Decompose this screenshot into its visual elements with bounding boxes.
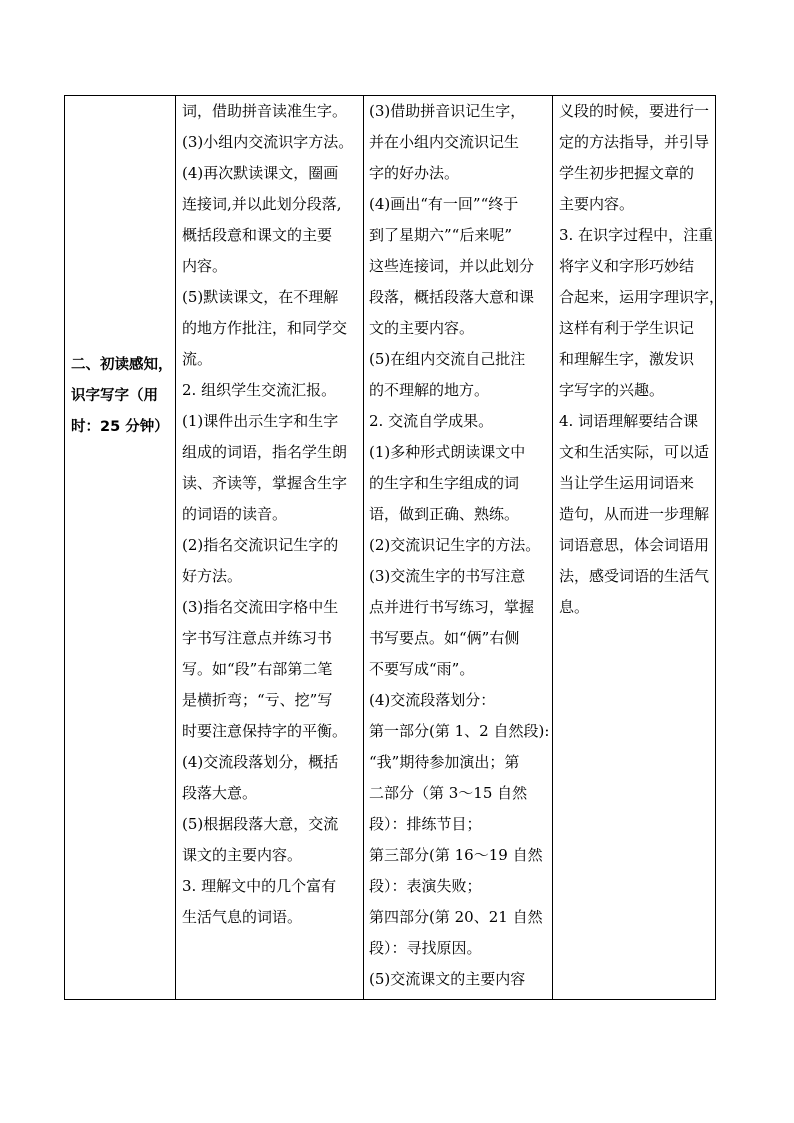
text-line: 段）：排练节目； <box>369 815 482 833</box>
text-line: 字书写注意点并练习书 <box>182 629 333 647</box>
text-line: (3)小组内交流识字方法。 <box>182 133 354 151</box>
text-line: 读、齐读等，掌握含生字 <box>182 474 348 492</box>
text-line: 定的方法指导，并引导 <box>559 133 710 151</box>
text-line: 第三部分(第 16～19 自然 <box>369 846 543 864</box>
text-line: 时：25 分钟） <box>71 419 169 435</box>
text-line: 段）：表演失败； <box>369 877 482 895</box>
design-intent-cell <box>559 96 725 623</box>
text-line: 二、初读感知， <box>71 357 173 373</box>
text-line: 2. 交流自学成果。 <box>369 412 494 430</box>
text-line: (5)默读课文，在不理解 <box>182 288 339 306</box>
text-line: 3. 在识字过程中，注重 <box>559 226 714 244</box>
text-line: 法，感受词语的生活气 <box>559 567 710 585</box>
text-line: 的生字和生字组成的词 <box>369 474 520 492</box>
text-line: 课文的主要内容。 <box>182 846 303 864</box>
teacher-activity-cell <box>182 96 362 933</box>
text-line: 内容。 <box>182 257 228 275</box>
text-line: 4. 词语理解要结合课 <box>559 412 699 430</box>
text-line: 这些连接词，并以此划分 <box>369 257 535 275</box>
text-line: 不要写成“雨”。 <box>369 660 475 678</box>
text-line: 造句，从而进一步理解 <box>559 505 710 523</box>
text-line: (4)交流段落划分： <box>369 691 496 709</box>
text-line: 词，借助拼音读准生字。 <box>182 102 348 120</box>
text-line: (4)画出“有一回”“终于 <box>369 195 519 213</box>
text-line: 书写要点。如“俩”右侧 <box>369 629 520 647</box>
text-line: (5)交流课文的主要内容 <box>369 970 526 988</box>
text-line: 第四部分(第 20、21 自然 <box>369 908 543 926</box>
text-line: 好方法。 <box>182 567 243 585</box>
text-line: 到了星期六”“后来呢” <box>369 226 513 244</box>
text-line: 写。如“段”右部第二笔 <box>182 660 333 678</box>
text-line: (3)借助拼音识记生字， <box>369 102 526 120</box>
text-line: 息。 <box>559 598 590 616</box>
column-divider <box>363 96 364 999</box>
text-line: 2. 组织学生交流汇报。 <box>182 381 337 399</box>
text-line: 段）：寻找原因。 <box>369 939 482 957</box>
text-line: 连接词,并以此划分段落, <box>182 195 342 213</box>
stage-cell <box>65 350 175 443</box>
text-line: 组成的词语，指名学生朗 <box>182 443 348 461</box>
column-divider <box>552 96 553 999</box>
text-line: (3)指名交流田字格中生 <box>182 598 339 616</box>
text-line: 点并进行书写练习，掌握 <box>369 598 535 616</box>
text-line: 第一部分(第 1、2 自然段): <box>369 722 550 740</box>
text-line: 段落大意。 <box>182 784 258 802</box>
text-line: 识字写字（用 <box>71 388 158 404</box>
text-line: 字的好办法。 <box>369 164 460 182</box>
text-line: 段落，概括段落大意和课 <box>369 288 535 306</box>
text-line: 的不理解的地方。 <box>369 381 490 399</box>
text-line: (1)课件出示生字和生字 <box>182 412 339 430</box>
text-line: 和理解生字，激发识 <box>559 350 695 368</box>
text-line: 的词语的读音。 <box>182 505 288 523</box>
text-line: (5)在组内交流自己批注 <box>369 350 526 368</box>
student-activity-cell <box>369 96 551 995</box>
text-line: 生活气息的词语。 <box>182 908 303 926</box>
text-line: 文的主要内容。 <box>369 319 475 337</box>
text-line: 是横折弯；“亏、挖”写 <box>182 691 333 709</box>
text-line: 主要内容。 <box>559 195 635 213</box>
text-line: (2)指名交流识记生字的 <box>182 536 339 554</box>
text-line: 的地方作批注，和同学交 <box>182 319 348 337</box>
lesson-plan-table <box>64 95 725 1000</box>
text-line: 当让学生运用词语来 <box>559 474 695 492</box>
text-line: (2)交流识记生字的方法。 <box>369 536 541 554</box>
text-line: (5)根据段落大意，交流 <box>182 815 339 833</box>
text-line: (1)多种形式朗读课文中 <box>369 443 526 461</box>
text-line: 时要注意保持字的平衡。 <box>182 722 348 740</box>
text-line: (4)再次默读课文，圈画 <box>182 164 339 182</box>
text-line: (3)交流生字的书写注意 <box>369 567 526 585</box>
text-line: 字写字的兴趣。 <box>559 381 665 399</box>
text-line: 二部分（第 3～15 自然 <box>369 784 528 802</box>
text-line: 合起来，运用字理识字， <box>559 288 725 306</box>
text-line: 学生初步把握文章的 <box>559 164 695 182</box>
text-line: (4)交流段落划分，概括 <box>182 753 339 771</box>
text-line: 将字义和字形巧妙结 <box>559 257 695 275</box>
text-line: 义段的时候，要进行一 <box>559 102 710 120</box>
text-line: 这样有利于学生识记 <box>559 319 695 337</box>
text-line: “我”期待参加演出；第 <box>369 753 520 771</box>
text-line: 文和生活实际，可以适 <box>559 443 710 461</box>
text-line: 概括段意和课文的主要 <box>182 226 333 244</box>
text-line: 3. 理解文中的几个富有 <box>182 877 337 895</box>
column-divider <box>175 96 176 999</box>
text-line: 并在小组内交流识记生 <box>369 133 520 151</box>
text-line: 流。 <box>182 350 213 368</box>
text-line: 词语意思，体会词语用 <box>559 536 710 554</box>
text-line: 语，做到正确、熟练。 <box>369 505 520 523</box>
